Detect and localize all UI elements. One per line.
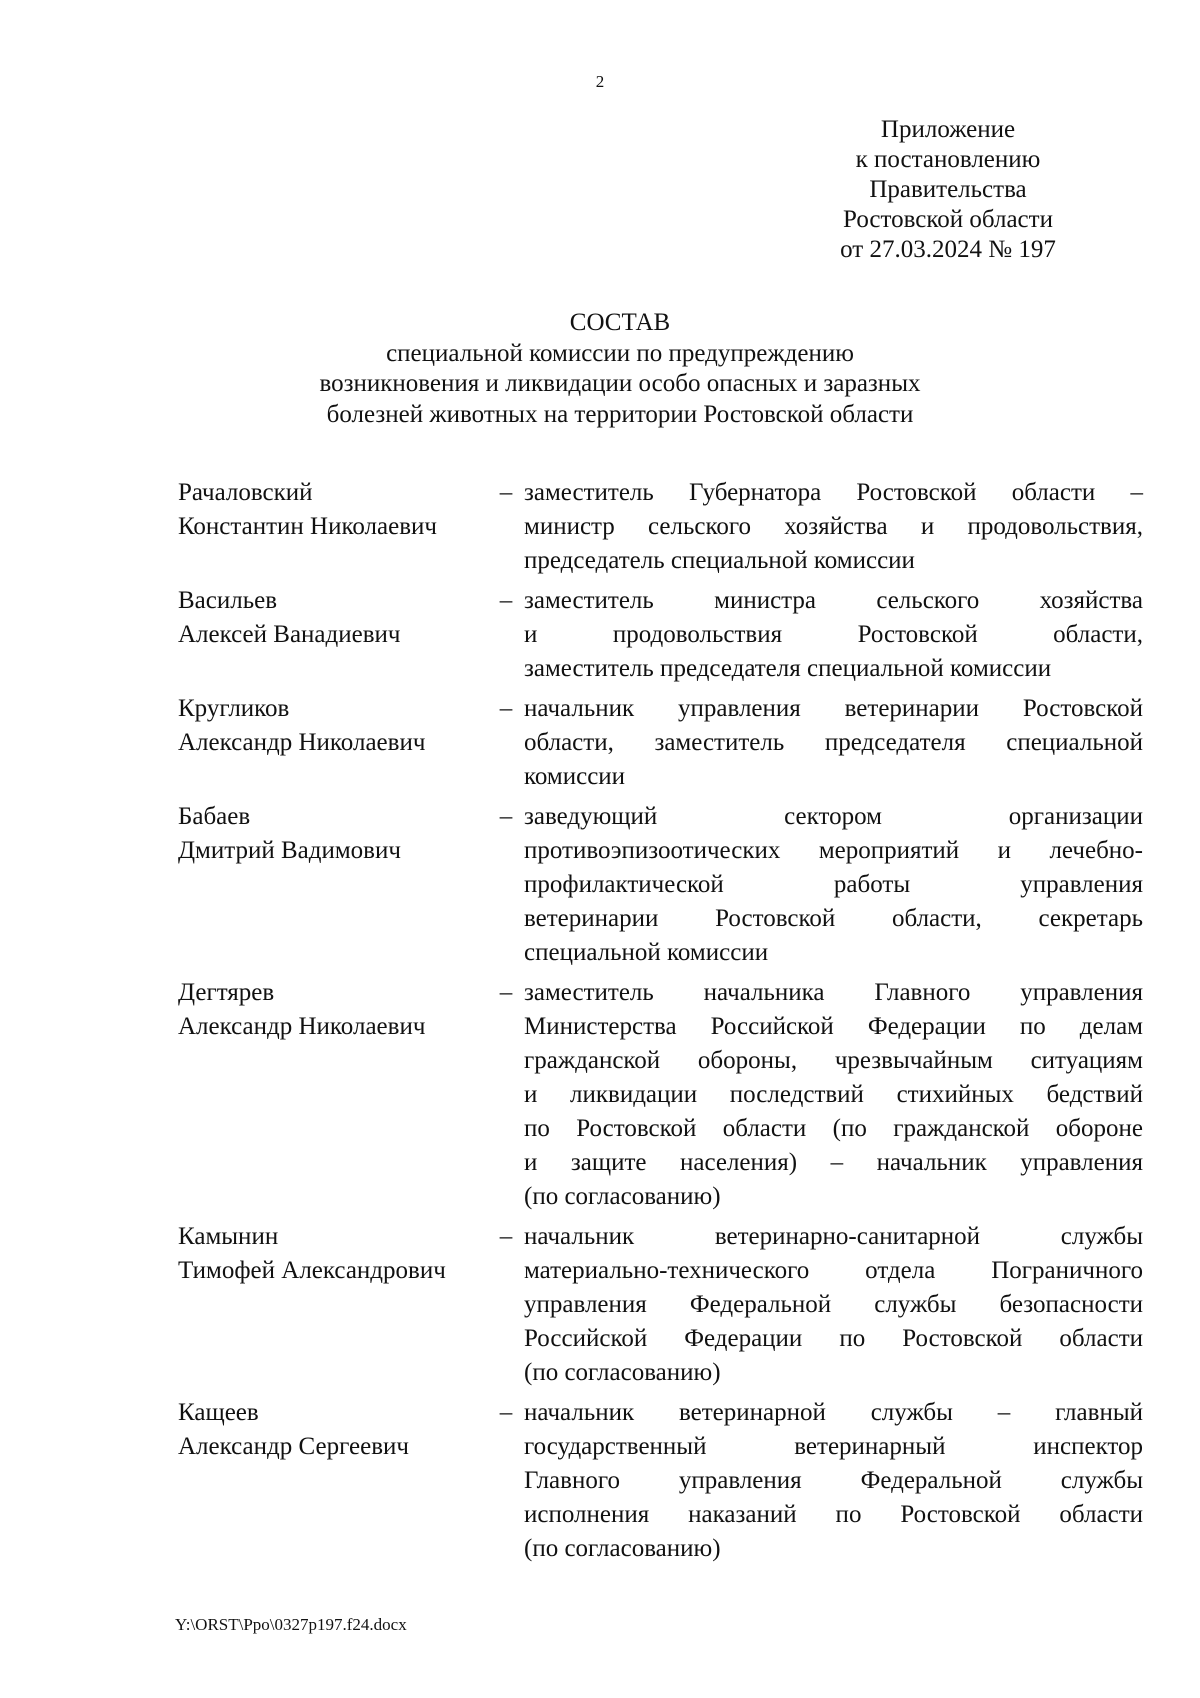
member-surname: Бабаев <box>178 803 251 830</box>
member-surname: Кругликов <box>178 695 290 722</box>
title-heading: СОСТАВ <box>569 309 671 336</box>
appendix-line: от 27.03.2024 № 197 <box>840 236 1056 263</box>
title-line: возникновения и ликвидации особо опасных и заразных <box>319 370 921 397</box>
member-row <box>178 1396 1143 1566</box>
member-name <box>178 584 488 652</box>
member-given-names: Константин Николаевич <box>178 513 437 540</box>
member-role-line: заместитель председателя специальной комиссии <box>524 655 1052 682</box>
member-role-line: Российской Федерации по Ростовской области <box>524 1325 1143 1352</box>
member-dash: – <box>499 979 513 1006</box>
member-surname: Дегтярев <box>178 979 275 1006</box>
member-role-line: (по согласованию) <box>524 1359 721 1386</box>
member-dash: – <box>499 479 513 506</box>
members-list <box>178 476 1143 1566</box>
appendix-line: Ростовской области <box>843 206 1053 233</box>
member-row <box>178 800 1143 970</box>
member-role-line: исполнения наказаний по Ростовской области <box>524 1501 1143 1528</box>
page-number: 2 <box>595 72 605 91</box>
member-role <box>524 476 1143 578</box>
member-role-line: по Ростовской области (по гражданской обороне <box>524 1115 1143 1142</box>
appendix-header <box>778 115 1118 265</box>
member-role-line: начальник управления ветеринарии Ростовской <box>524 695 1143 722</box>
member-role-line: гражданской обороны, чрезвычайным ситуациям <box>524 1047 1143 1074</box>
member-role <box>524 976 1143 1214</box>
member-row <box>178 1220 1143 1390</box>
member-name <box>178 800 488 868</box>
member-role-line: начальник ветеринарной службы – главный <box>524 1399 1143 1426</box>
member-name <box>178 1396 488 1464</box>
member-role-line: заместитель министра сельского хозяйства <box>524 587 1143 614</box>
member-role-line: государственный ветеринарный инспектор <box>524 1433 1143 1460</box>
title-line: болезней животных на территории Ростовской области <box>326 400 914 428</box>
member-role-line: министр сельского хозяйства и продовольствия, <box>524 513 1143 540</box>
member-given-names: Александр Сергеевич <box>178 1433 409 1460</box>
appendix-line: Приложение <box>880 116 1016 143</box>
member-role-line: комиссии <box>524 763 626 790</box>
member-role-line: (по согласованию) <box>524 1183 721 1210</box>
member-name <box>178 1220 488 1288</box>
member-role-line: и ликвидации последствий стихийных бедствий <box>524 1081 1143 1108</box>
member-role-line: (по согласованию) <box>524 1535 721 1562</box>
member-role <box>524 1220 1143 1390</box>
member-role-line: Министерства Российской Федерации по делам <box>524 1013 1143 1040</box>
member-row <box>178 692 1143 794</box>
member-role-line: ветеринарии Ростовской области, секретарь <box>524 905 1143 932</box>
title-line: специальной комиссии по предупреждению <box>386 339 854 367</box>
member-role-line: и защите населения) – начальник управления <box>524 1149 1143 1176</box>
member-name <box>178 692 488 760</box>
member-role-line: и продовольствия Ростовской области, <box>524 621 1143 648</box>
member-given-names: Алексей Ванадиевич <box>178 621 401 648</box>
member-dash: – <box>499 1399 513 1426</box>
member-row <box>178 584 1143 686</box>
member-dash: – <box>499 1223 513 1250</box>
member-role <box>524 1396 1143 1566</box>
member-given-names: Тимофей Александрович <box>178 1257 446 1284</box>
member-role-line: управления Федеральной службы безопасности <box>524 1291 1143 1318</box>
member-role-line: профилактической работы управления <box>524 871 1143 898</box>
member-name <box>178 476 488 544</box>
member-given-names: Александр Николаевич <box>178 729 426 756</box>
member-surname: Кащеев <box>178 1399 259 1426</box>
member-given-names: Александр Николаевич <box>178 1013 426 1040</box>
member-given-names: Дмитрий Вадимович <box>178 837 401 864</box>
member-role <box>524 584 1143 686</box>
member-role-line: области, заместитель председателя специальной <box>524 729 1143 756</box>
appendix-line: Правительства <box>869 176 1027 203</box>
member-row <box>178 476 1143 578</box>
member-surname: Васильев <box>178 587 278 614</box>
member-surname: Камынин <box>178 1223 279 1250</box>
member-dash: – <box>499 695 513 722</box>
member-role-line: председатель специальной комиссии <box>524 547 915 574</box>
member-role-line: заместитель начальника Главного управления <box>524 979 1143 1006</box>
member-dash: – <box>499 803 513 830</box>
document-title <box>300 308 940 430</box>
member-dash: – <box>499 587 513 614</box>
member-role-line: противоэпизоотических мероприятий и лечебно- <box>524 837 1143 864</box>
member-name <box>178 976 488 1044</box>
member-role-line: начальник ветеринарно-санитарной службы <box>524 1223 1143 1250</box>
member-role-line: заведующий сектором организации <box>524 803 1143 830</box>
appendix-line: к постановлению <box>855 146 1041 173</box>
member-role-line: специальной комиссии <box>524 939 769 966</box>
member-role-line: заместитель Губернатора Ростовской области – <box>524 479 1143 506</box>
member-row <box>178 976 1143 1214</box>
member-role <box>524 800 1143 970</box>
member-surname: Рачаловский <box>178 479 313 506</box>
file-path: Y:\ORST\Ppo\0327p197.f24.docx <box>175 1615 407 1634</box>
member-role-line: материально-технического отдела Пограничного <box>524 1257 1143 1284</box>
member-role <box>524 692 1143 794</box>
member-role-line: Главного управления Федеральной службы <box>524 1467 1143 1494</box>
